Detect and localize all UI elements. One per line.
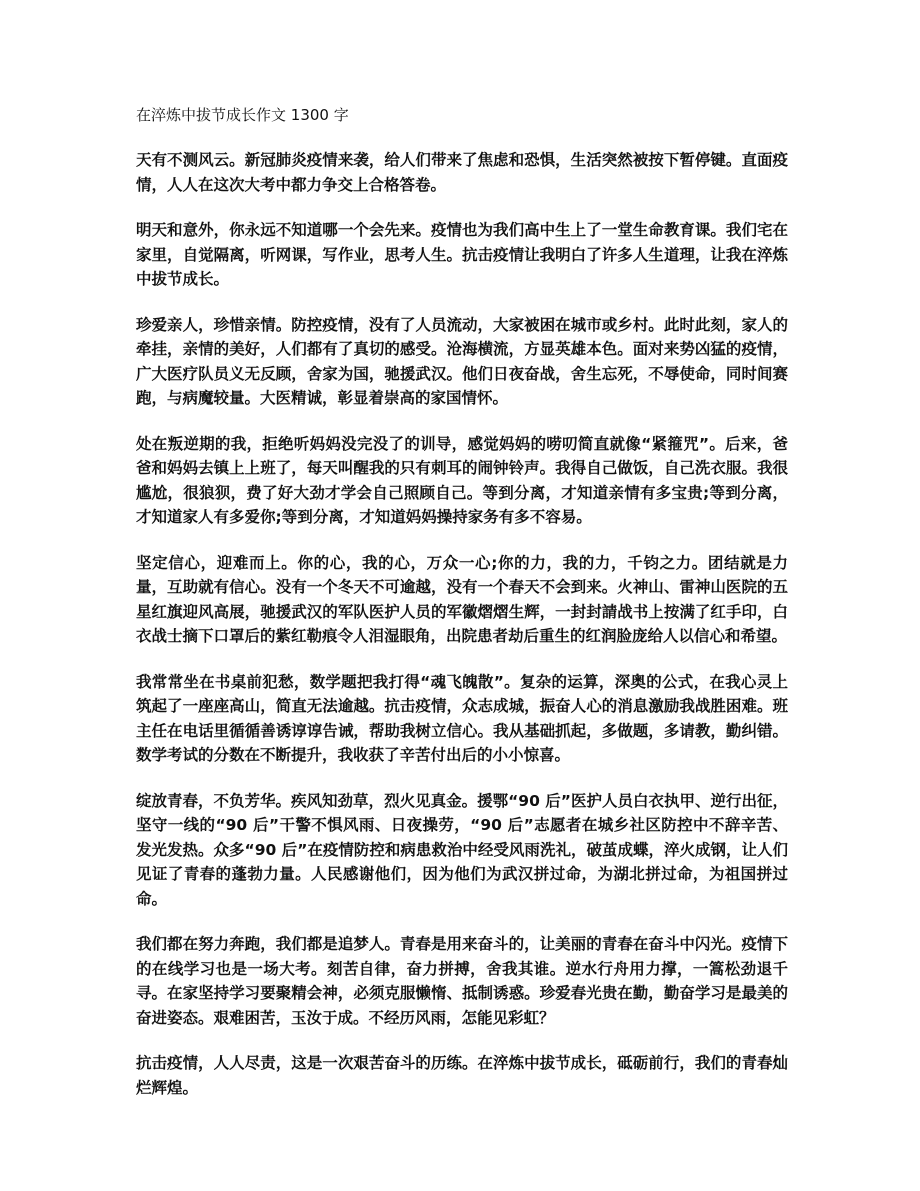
essay-paragraph-7: 绽放青春，不负芳华。疾风知劲草，烈火见真金。援鄂“90 后”医护人员白衣执甲、逆行出征，坚守一线的“90 后”干警不惧风雨、日夜操劳，“90 后”志愿者在城乡社区防控中不辞辛苦、发光发热。众多“90 后”在疫情防控和病患救治中经受风雨洗礼，破茧成蝶，淬火成钢，让人们见证了青春的蓬勃力量。人民感谢他们，因为他们为武汉拼过命，为湖北拼过命，为祖国拼过命。 bbox=[136, 791, 788, 908]
essay-paragraph-6: 我常常坐在书桌前犯愁，数学题把我打得“魂飞魄散”。复杂的运算，深奥的公式，在我心灵上筑起了一座座高山，简直无法逾越。抗击疫情，众志成城，振奋人心的消息激励我战胜困难。班主任在电话里循循善诱谆谆告诫，帮助我树立信心。我从基础抓起，多做题，多请教，勤纠错。数学考试的分数在不断提升，我收获了辛苦付出后的小小惊喜。 bbox=[136, 672, 788, 764]
essay-paragraph-9: 抗击疫情，人人尽责，这是一次艰苦奋斗的历练。在淬炼中拔节成长，砥砺前行，我们的青春灿烂辉煌。 bbox=[136, 1054, 788, 1097]
essay-paragraph-5: 坚定信心，迎难而上。你的心，我的心，万众一心;你的力，我的力，千钧之力。团结就是力量，互助就有信心。没有一个冬天不可逾越，没有一个春天不会到来。火神山、雷神山医院的五星红旗迎风高展，驰援武汉的军队医护人员的军徽熠熠生辉，一封封請战书上按满了红手印，白衣战士摘下口罩后的紫红勒痕令人泪湿眼角，出院患者劫后重生的红润脸庞给人以信心和希望。 bbox=[136, 553, 788, 645]
essay-paragraph-8: 我们都在努力奔跑，我们都是追梦人。青春是用来奋斗的，让美丽的青春在奋斗中闪光。疫情下的在线学习也是一场大考。刻苦自律，奋力拼搏，舍我其谁。逆水行舟用力撑，一篙松劲退千寻。在家坚持学习要聚精会神，必须克服懒惰、抵制诱惑。珍爱春光贵在勤，勤奋学习是最美的奋进姿态。艰难困苦，玉汝于成。不经历风雨，怎能见彩虹？ bbox=[136, 935, 788, 1027]
essay-paragraph-2: 明天和意外，你永远不知道哪一个会先来。疫情也为我们高中生上了一堂生命教育课。我们宅在家里，自觉隔离，听网课，写作业，思考人生。抗击疫情让我明白了许多人生道理，让我在淬炼中拔节成长。 bbox=[136, 221, 788, 288]
essay-title: 在淬炼中拔节成长作文 1300 字 bbox=[136, 106, 349, 124]
essay-page bbox=[136, 104, 788, 1121]
essay-paragraph-1: 天有不测风云。新冠肺炎疫情来袭，给人们带来了焦虑和恐惧，生活突然被按下暂停键。直面疫情，人人在这次大考中都力争交上合格答卷。 bbox=[136, 151, 788, 194]
essay-paragraph-3: 珍爱亲人，珍惜亲情。防控疫情，没有了人员流动，大家被困在城市或乡村。此时此刻，家人的牵挂，亲情的美好，人们都有了真切的感受。沧海横流，方显英雄本色。面对来势凶猛的疫情，广大医疗队员义无反顾，舍家为国，驰援武汉。他们日夜奋战，舍生忘死，不辱使命，同时间赛跑，与病魔较量。大医精诚，彰显着崇高的家国情怀。 bbox=[136, 315, 788, 407]
essay-paragraph-4: 处在叛逆期的我，拒绝听妈妈没完没了的训导，感觉妈妈的唠叨简直就像“紧箍咒”。后来，爸爸和妈妈去镇上上班了，每天叫醒我的只有刺耳的闹钟铃声。我得自己做饭，自己洗衣服。我很尴尬，很狼狈，费了好大劲才学会自己照顾自己。等到分离，才知道亲情有多宝贵;等到分离，才知道家人有多爱你;等到分离，才知道妈妈操持家务有多不容易。 bbox=[136, 434, 788, 526]
